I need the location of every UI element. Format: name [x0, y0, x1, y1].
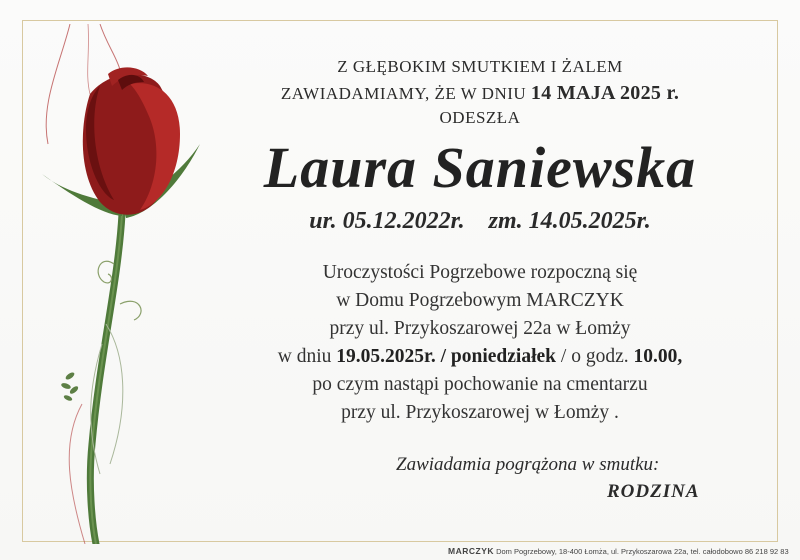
- death-date-highlight: 14 MAJA 2025 r.: [530, 82, 680, 104]
- signature-line: Zawiadamia pogrążona w smutku:: [396, 454, 660, 475]
- ceremony-separator-1: /: [435, 346, 451, 367]
- intro-line-2: [200, 82, 760, 105]
- footer-contact: Dom Pogrzebowy, 18-400 Łomża, ul. Przykoszarowa 22a, tel. całodobowo 86 218 92 83: [494, 547, 789, 556]
- ceremony-day: poniedziałek: [450, 346, 557, 367]
- ceremony-line-3: przy ul. Przykoszarowej 22a w Łomży: [329, 318, 631, 339]
- ceremony-date-prefix: w dniu: [277, 346, 337, 367]
- ceremony-time: 10.00,: [633, 346, 683, 367]
- footer-brand: MARCZYK: [448, 546, 494, 556]
- death-date: zm. 14.05.2025r.: [488, 208, 651, 234]
- funeral-home-footer: [448, 546, 789, 556]
- deceased-name: Laura Saniewska: [263, 135, 697, 200]
- ceremony-line-5: po czym nastąpi pochowanie na cmentarzu: [312, 374, 648, 395]
- signature-family: RODZINA: [607, 481, 700, 502]
- ceremony-line-1: Uroczystości Pogrzebowe rozpoczną się: [322, 262, 638, 283]
- ceremony-date: 19.05.2025r.: [336, 346, 436, 367]
- ceremony-line-4: [200, 346, 760, 368]
- intro-line-2-text: ZAWIADAMIAMY, ŻE W DNIU: [280, 84, 531, 103]
- ceremony-separator-2: / o godz.: [556, 346, 634, 367]
- intro-line-3: ODESZŁA: [439, 108, 521, 127]
- intro-line-1: Z GŁĘBOKIM SMUTKIEM I ŻALEM: [337, 57, 623, 76]
- rose-illustration: [30, 24, 220, 544]
- birth-date: ur. 05.12.2022r.: [309, 208, 465, 234]
- life-dates: [200, 208, 760, 235]
- ceremony-line-2: w Domu Pogrzebowym MARCZYK: [336, 290, 624, 311]
- ceremony-line-6: przy ul. Przykoszarowej w Łomży .: [341, 402, 619, 423]
